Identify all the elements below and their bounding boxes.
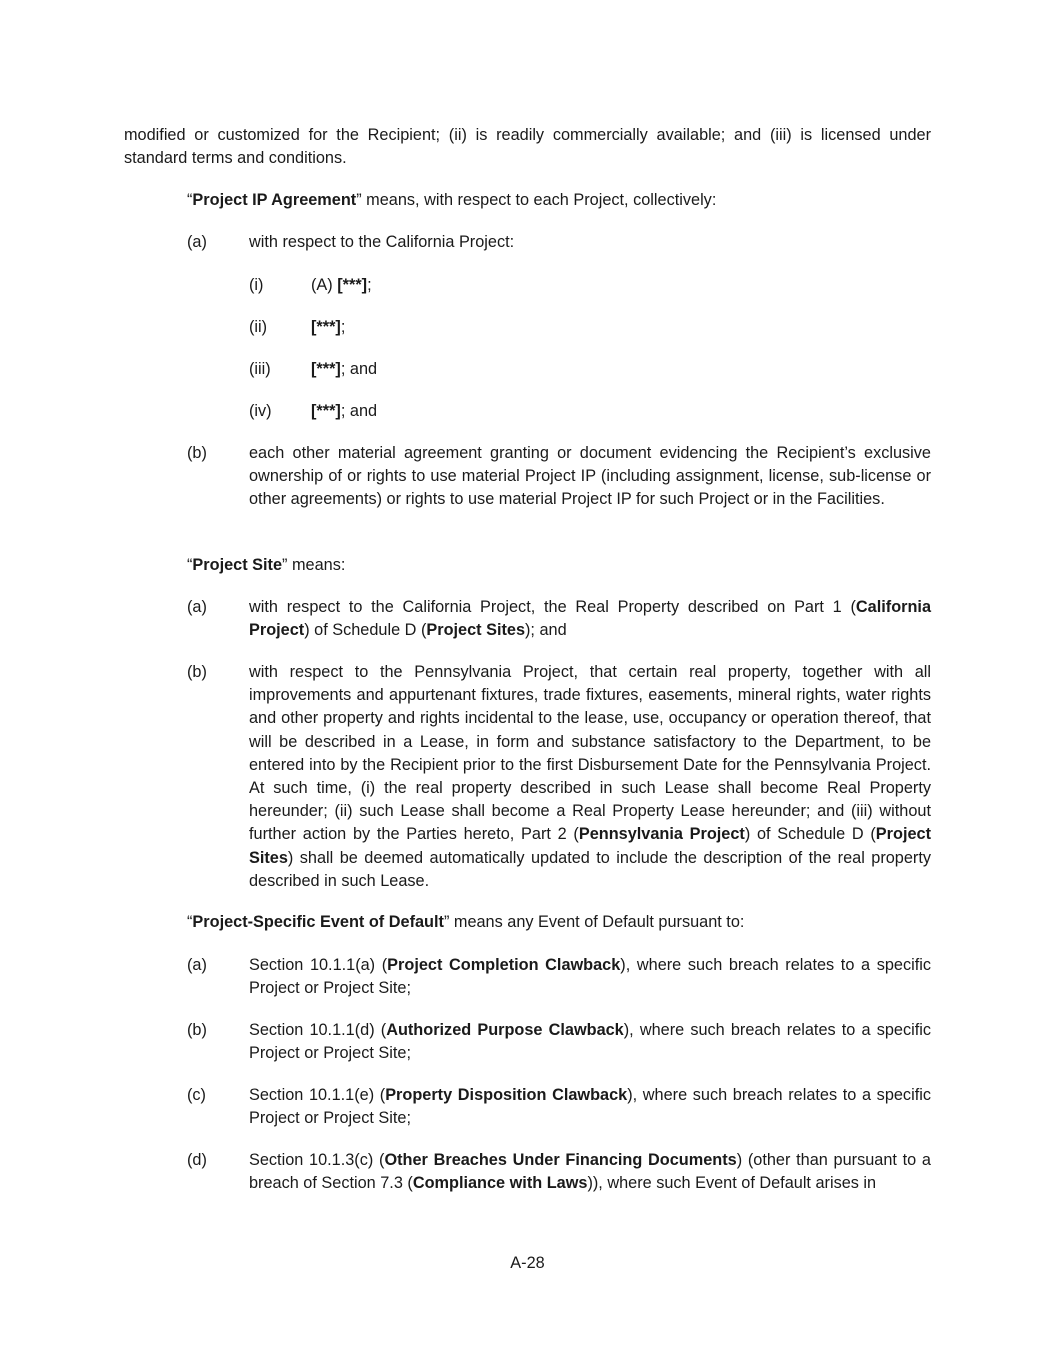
- intro-paragraph: modified or customized for the Recipient; (ii) is readily commercially available; and (iii) is licensed under standard terms and conditions.: [124, 126, 931, 168]
- subitem-text: [***]; and: [311, 360, 378, 378]
- defined-term: Project IP Agreement: [192, 191, 357, 209]
- definition-project-specific-event-of-default: “Project-Specific Event of Default” means any Event of Default pursuant to:: [187, 913, 745, 931]
- redacted-text: [***]: [311, 402, 341, 420]
- defined-term: Project Site: [192, 556, 283, 574]
- clause-label: (a): [187, 233, 207, 251]
- clause-label: (d): [187, 1151, 207, 1169]
- clause-text: Section 10.1.1(a) (Project Completion Clawback), where such breach relates to a specific Project or Project Site;: [249, 956, 931, 998]
- redacted-text: [***]: [311, 360, 341, 378]
- clause-text: Section 10.1.1(d) (Authorized Purpose Clawback), where such breach relates to a specific Project or Project Site;: [249, 1021, 931, 1063]
- subitem-label: (iii): [249, 360, 271, 378]
- subitem-text: [***];: [311, 318, 346, 336]
- clause-label: (a): [187, 598, 207, 616]
- redacted-text: [***]: [337, 276, 368, 294]
- clause-label: (c): [187, 1086, 206, 1104]
- subitem-label: (iv): [249, 402, 272, 420]
- clause-label: (b): [187, 444, 207, 462]
- clause-text: each other material agreement granting or document evidencing the Recipient’s exclusive ownership of or rights to use material Project IP (including assignment, license, sub-license or other agreements) or rights to use material Project IP for such Project or in the Facilities.: [249, 444, 931, 509]
- redacted-text: [***]: [311, 318, 341, 336]
- subitem-label: (i): [249, 276, 264, 294]
- clause-label: (b): [187, 1021, 207, 1039]
- subitem-text: (A) [***];: [311, 276, 372, 294]
- clause-text: with respect to the California Project, the Real Property described on Part 1 (California Project) of Schedule D (Project Sites); and: [249, 598, 931, 640]
- clause-text: with respect to the California Project:: [249, 233, 515, 251]
- definition-project-ip-agreement: “Project IP Agreement” means, with respect to each Project, collectively:: [187, 191, 717, 209]
- defined-term: Project-Specific Event of Default: [192, 913, 444, 931]
- definition-project-site: “Project Site” means:: [187, 556, 346, 574]
- subitem-label: (ii): [249, 318, 268, 336]
- subitem-text: [***]; and: [311, 402, 378, 420]
- clause-text: Section 10.1.3(c) (Other Breaches Under Financing Documents) (other than pursuant to a breach of Section 7.3 (Compliance with Laws)), where such Event of Default arises in: [249, 1151, 931, 1193]
- page-number: A-28: [510, 1254, 545, 1272]
- clause-text: Section 10.1.1(e) (Property Disposition Clawback), where such breach relates to a specific Project or Project Site;: [249, 1086, 931, 1128]
- clause-text: with respect to the Pennsylvania Project, that certain real property, together with all improvements and appurtenant fixtures, trade fixtures, easements, mineral rights, water rights and other property and rights incidental to the lease, use, occupancy or operation thereof, that will be described in a Lease, in form and substance satisfactory to the Department, to be entered into by the Recipient prior to the first Disbursement Date for the Pennsylvania Project. At such time, (i) the real property described in such Lease shall become Real Property hereunder; (ii) such Lease shall become a Real Property Lease hereunder; and (iii) without further action by the Parties hereto, Part 2 (Pennsylvania Project) of Schedule D (Project Sites) shall be deemed automatically updated to include the description of the real property described in such Lease.: [249, 663, 931, 890]
- clause-label: (a): [187, 956, 207, 974]
- clause-label: (b): [187, 663, 207, 681]
